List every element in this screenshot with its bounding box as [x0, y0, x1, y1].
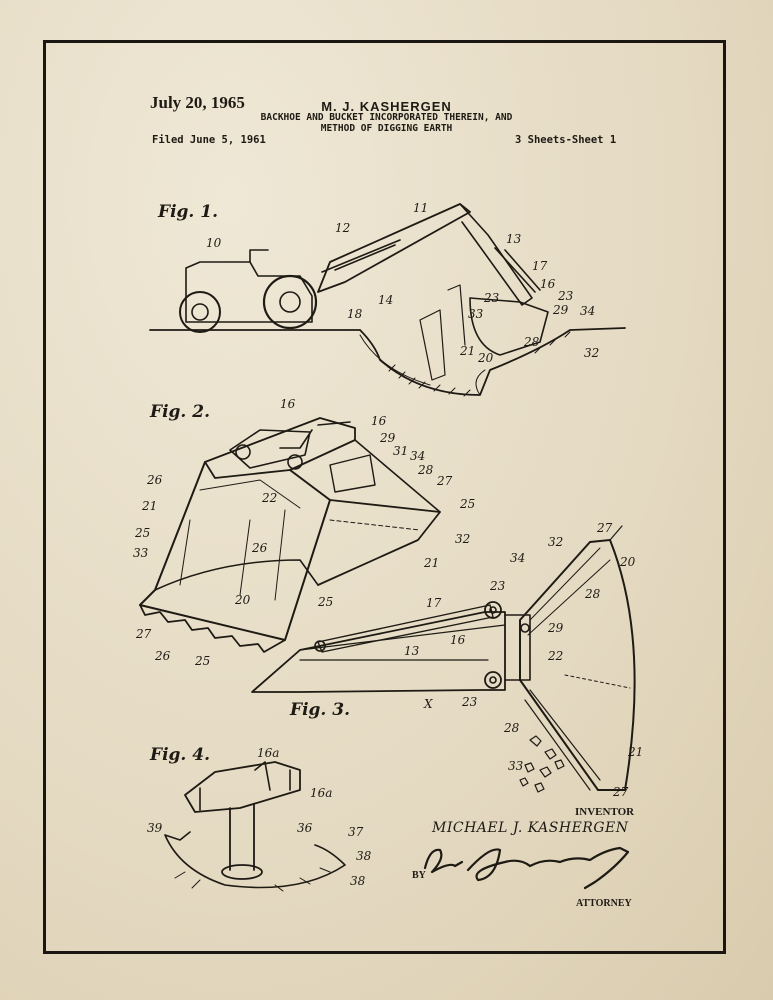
ref-label: 21 [628, 745, 644, 759]
patent-date: July 20, 1965 [150, 93, 245, 112]
ref-label: 11 [413, 201, 429, 215]
attorney-signature [425, 848, 628, 888]
sheet-count: 3 Sheets-Sheet 1 [515, 134, 617, 146]
ref-label: 23 [462, 695, 478, 709]
ref-label: 28 [418, 463, 434, 477]
ref-label: 17 [532, 259, 548, 273]
ref-label: 17 [426, 596, 442, 610]
ref-label: 32 [548, 535, 564, 549]
ref-label: 22 [548, 649, 564, 663]
figure-1 [150, 201, 625, 396]
ref-label: 14 [378, 293, 394, 307]
ref-label: 38 [350, 874, 366, 888]
ref-label: 33 [468, 307, 484, 321]
ref-label: 37 [348, 825, 364, 839]
ref-label: 27 [597, 521, 613, 535]
fig-3-label: Fig. 3. [290, 700, 350, 720]
ref-label: 23 [558, 289, 574, 303]
ref-label: 34 [510, 551, 526, 565]
ref-label: 20 [620, 555, 636, 569]
ref-label: 12 [335, 221, 351, 235]
ref-label: 32 [584, 346, 600, 360]
ref-label: 10 [206, 236, 222, 250]
ref-label: 31 [393, 444, 409, 458]
ref-label: 29 [380, 431, 396, 445]
patent-title-line-2: METHOD OF DIGGING EARTH [320, 123, 453, 134]
attorney-label: ATTORNEY [576, 898, 632, 909]
ref-label: 21 [142, 499, 158, 513]
patent-title-line-1: BACKHOE AND BUCKET INCORPORATED THEREIN, AND [260, 112, 513, 123]
ref-label: 16a [257, 746, 280, 760]
figure-2 [133, 397, 475, 668]
ref-label: 16 [540, 277, 556, 291]
bucket-teeth [140, 605, 285, 652]
ref-label: 20 [235, 593, 251, 607]
ref-label: 39 [147, 821, 163, 835]
ref-label: X [424, 697, 433, 711]
ref-label: 26 [147, 473, 163, 487]
ref-label: 36 [297, 821, 313, 835]
ref-label: 23 [484, 291, 500, 305]
by-label: BY [412, 870, 426, 881]
ref-label: 18 [347, 307, 363, 321]
inventor-heading: M. J. KASHERGEN [321, 99, 452, 114]
ref-label: 29 [553, 303, 569, 317]
ref-label: 28 [524, 335, 540, 349]
ref-label: 13 [404, 644, 420, 658]
ref-label: 26 [155, 649, 171, 663]
ref-label: 27 [613, 785, 629, 799]
ref-label: 27 [136, 627, 152, 641]
fig-4-label: Fig. 4. [150, 745, 210, 765]
ref-label: 27 [437, 474, 453, 488]
fig-2-label: Fig. 2. [150, 402, 210, 422]
ref-label: 33 [508, 759, 524, 773]
ref-label: 38 [356, 849, 372, 863]
ref-label: 16 [371, 414, 387, 428]
ref-label: 16 [450, 633, 466, 647]
boom-arm [318, 204, 470, 292]
ref-label: 16a [310, 786, 333, 800]
bucket-side-wall [140, 462, 330, 640]
ref-label: 33 [133, 546, 149, 560]
figure-4 [147, 745, 372, 891]
fig4-bracket [185, 762, 300, 812]
fig3-bucket [520, 540, 635, 790]
ref-label: 21 [460, 344, 476, 358]
ref-label: 25 [195, 654, 211, 668]
ref-label: 20 [478, 351, 494, 365]
ref-label: 23 [490, 579, 506, 593]
ref-label: 25 [135, 526, 151, 540]
fig-1-label: Fig. 1. [158, 202, 218, 222]
ref-label: 13 [506, 232, 522, 246]
ref-label: 29 [548, 621, 564, 635]
ref-label: 34 [410, 449, 426, 463]
ref-label: 28 [504, 721, 520, 735]
inventor-label: INVENTOR [575, 806, 635, 818]
ref-label: 25 [318, 595, 334, 609]
ref-label: 34 [580, 304, 596, 318]
ref-label: 25 [460, 497, 476, 511]
filed-date: Filed June 5, 1961 [152, 134, 266, 146]
inventor-signature-name: MICHAEL J. KASHERGEN [432, 820, 629, 836]
tractor-front-wheel [264, 276, 316, 328]
ref-label: 32 [455, 532, 471, 546]
ref-label: 21 [424, 556, 440, 570]
ref-label: 22 [262, 491, 278, 505]
ref-label: 16 [280, 397, 296, 411]
ref-label: 28 [585, 587, 601, 601]
ref-label: 26 [252, 541, 268, 555]
